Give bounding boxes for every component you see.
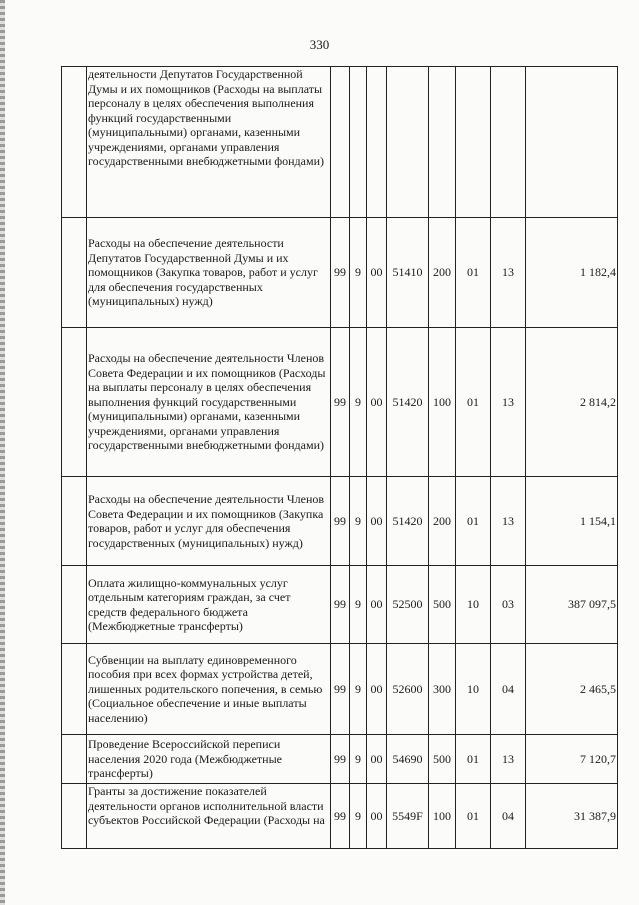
section-cell: 01: [456, 218, 491, 328]
code-main-event-cell: 00: [367, 566, 387, 644]
expense-type-cell: 200: [429, 218, 456, 328]
code-direction-cell: 51410: [387, 218, 429, 328]
amount-cell: 2 814,2: [526, 328, 618, 477]
page-number: 330: [309, 37, 330, 52]
expense-type-cell: 100: [429, 784, 456, 849]
index-cell: [62, 477, 87, 566]
amount-cell: 7 120,7: [526, 735, 618, 784]
code-direction-cell: 54690: [387, 735, 429, 784]
index-cell: [62, 218, 87, 328]
subsection-cell: [491, 67, 526, 218]
expense-type-cell: 300: [429, 644, 456, 735]
amount-cell: 31 387,9: [526, 784, 618, 849]
description-cell: [87, 784, 331, 849]
index-cell: [62, 67, 87, 218]
table-row: [62, 735, 618, 784]
description-cell: [87, 735, 331, 784]
code-subprogram-cell: 9: [350, 477, 367, 566]
code-main-event-cell: 00: [367, 784, 387, 849]
table-row: [62, 218, 618, 328]
subsection-cell: 13: [491, 218, 526, 328]
table-row: [62, 644, 618, 735]
subsection-cell: 04: [491, 644, 526, 735]
subsection-cell: 04: [491, 784, 526, 849]
description-cell: [87, 477, 331, 566]
code-direction-cell: 51420: [387, 328, 429, 477]
description-cell: [87, 218, 331, 328]
amount-cell: 387 097,5: [526, 566, 618, 644]
code-subprogram-cell: 9: [350, 566, 367, 644]
code-direction-cell: 5549F: [387, 784, 429, 849]
code-main-event-cell: 00: [367, 218, 387, 328]
amount-cell: [526, 67, 618, 218]
code-main-event-cell: 00: [367, 644, 387, 735]
section-cell: 01: [456, 784, 491, 849]
section-cell: [456, 67, 491, 218]
index-cell: [62, 328, 87, 477]
code-program-cell: 99: [331, 328, 350, 477]
code-subprogram-cell: 9: [350, 784, 367, 849]
section-cell: 10: [456, 644, 491, 735]
description-text: Расходы на обеспечение деятельности Членов Совета Федерации и их помощников (Закупка товаров, работ и услуг для обеспечения государственных (муниципальных) нужд): [88, 492, 325, 550]
code-main-event-cell: [367, 67, 387, 218]
table-row: [62, 477, 618, 566]
section-cell: 10: [456, 566, 491, 644]
code-main-event-cell: 00: [367, 328, 387, 477]
index-cell: [62, 784, 87, 849]
budget-table: [61, 66, 618, 849]
section-cell: 01: [456, 477, 491, 566]
index-cell: [62, 644, 87, 735]
description-text: Расходы на обеспечение деятельности Членов Совета Федерации и их помощников (Расходы на выплаты персоналу в целях обеспечения выполнения функций государственными (муниципальными) органами, казенными учреждениями, органами управления государственными внебюджетными фондами): [88, 351, 326, 453]
description-cell: [87, 566, 331, 644]
expense-type-cell: [429, 67, 456, 218]
code-subprogram-cell: [350, 67, 367, 218]
code-main-event-cell: 00: [367, 735, 387, 784]
code-direction-cell: 52500: [387, 566, 429, 644]
description-text: Гранты за достижение показателей деятельности органов исполнительной власти субъектов Российской Федерации (Расходы на: [88, 784, 325, 827]
expense-type-cell: 200: [429, 477, 456, 566]
table-row: [62, 67, 618, 218]
code-program-cell: 99: [331, 784, 350, 849]
subsection-cell: 13: [491, 477, 526, 566]
description-text: деятельности Депутатов Государственной Думы и их помощников (Расходы на выплаты персоналу в целях обеспечения выполнения функций государственными (муниципальными) органами, казенными учреждениями, органами управления государственными внебюджетными фондами): [88, 67, 325, 168]
code-direction-cell: 51420: [387, 477, 429, 566]
expense-type-cell: 500: [429, 566, 456, 644]
table-row: [62, 784, 618, 849]
description-cell: [87, 328, 331, 477]
description-text: Проведение Всероссийской переписи населения 2020 года (Межбюджетные трансферты): [88, 737, 282, 781]
code-program-cell: 99: [331, 218, 350, 328]
expense-type-cell: 100: [429, 328, 456, 477]
code-subprogram-cell: 9: [350, 218, 367, 328]
code-program-cell: 99: [331, 477, 350, 566]
description-cell: [87, 644, 331, 735]
binding-edge: [0, 0, 5, 905]
subsection-cell: 03: [491, 566, 526, 644]
code-program-cell: 99: [331, 644, 350, 735]
code-program-cell: 99: [331, 735, 350, 784]
code-direction-cell: 52600: [387, 644, 429, 735]
table-row: [62, 566, 618, 644]
code-program-cell: 99: [331, 566, 350, 644]
amount-cell: 1 154,1: [526, 477, 618, 566]
code-subprogram-cell: 9: [350, 644, 367, 735]
code-program-cell: [331, 67, 350, 218]
subsection-cell: 13: [491, 735, 526, 784]
code-subprogram-cell: 9: [350, 735, 367, 784]
table-row: [62, 328, 618, 477]
description-text: Оплата жилищно-коммунальных услуг отдельным категориям граждан, за счет средств федерального бюджета (Межбюджетные трансферты): [88, 575, 291, 633]
description-cell: [87, 67, 331, 218]
index-cell: [62, 566, 87, 644]
description-text: Субвенции на выплату единовременного пособия при всех формах устройства детей, лишенных родительского попечения, в семью (Социальное обеспечение и иные выплаты населению): [88, 652, 323, 725]
subsection-cell: 13: [491, 328, 526, 477]
amount-cell: 2 465,5: [526, 644, 618, 735]
section-cell: 01: [456, 328, 491, 477]
index-cell: [62, 735, 87, 784]
code-main-event-cell: 00: [367, 477, 387, 566]
code-subprogram-cell: 9: [350, 328, 367, 477]
code-direction-cell: [387, 67, 429, 218]
section-cell: 01: [456, 735, 491, 784]
amount-cell: 1 182,4: [526, 218, 618, 328]
expense-type-cell: 500: [429, 735, 456, 784]
description-text: Расходы на обеспечение деятельности Депутатов Государственной Думы и их помощников (Закупка товаров, работ и услуг для обеспечения государственных (муниципальных) нужд): [88, 236, 318, 309]
